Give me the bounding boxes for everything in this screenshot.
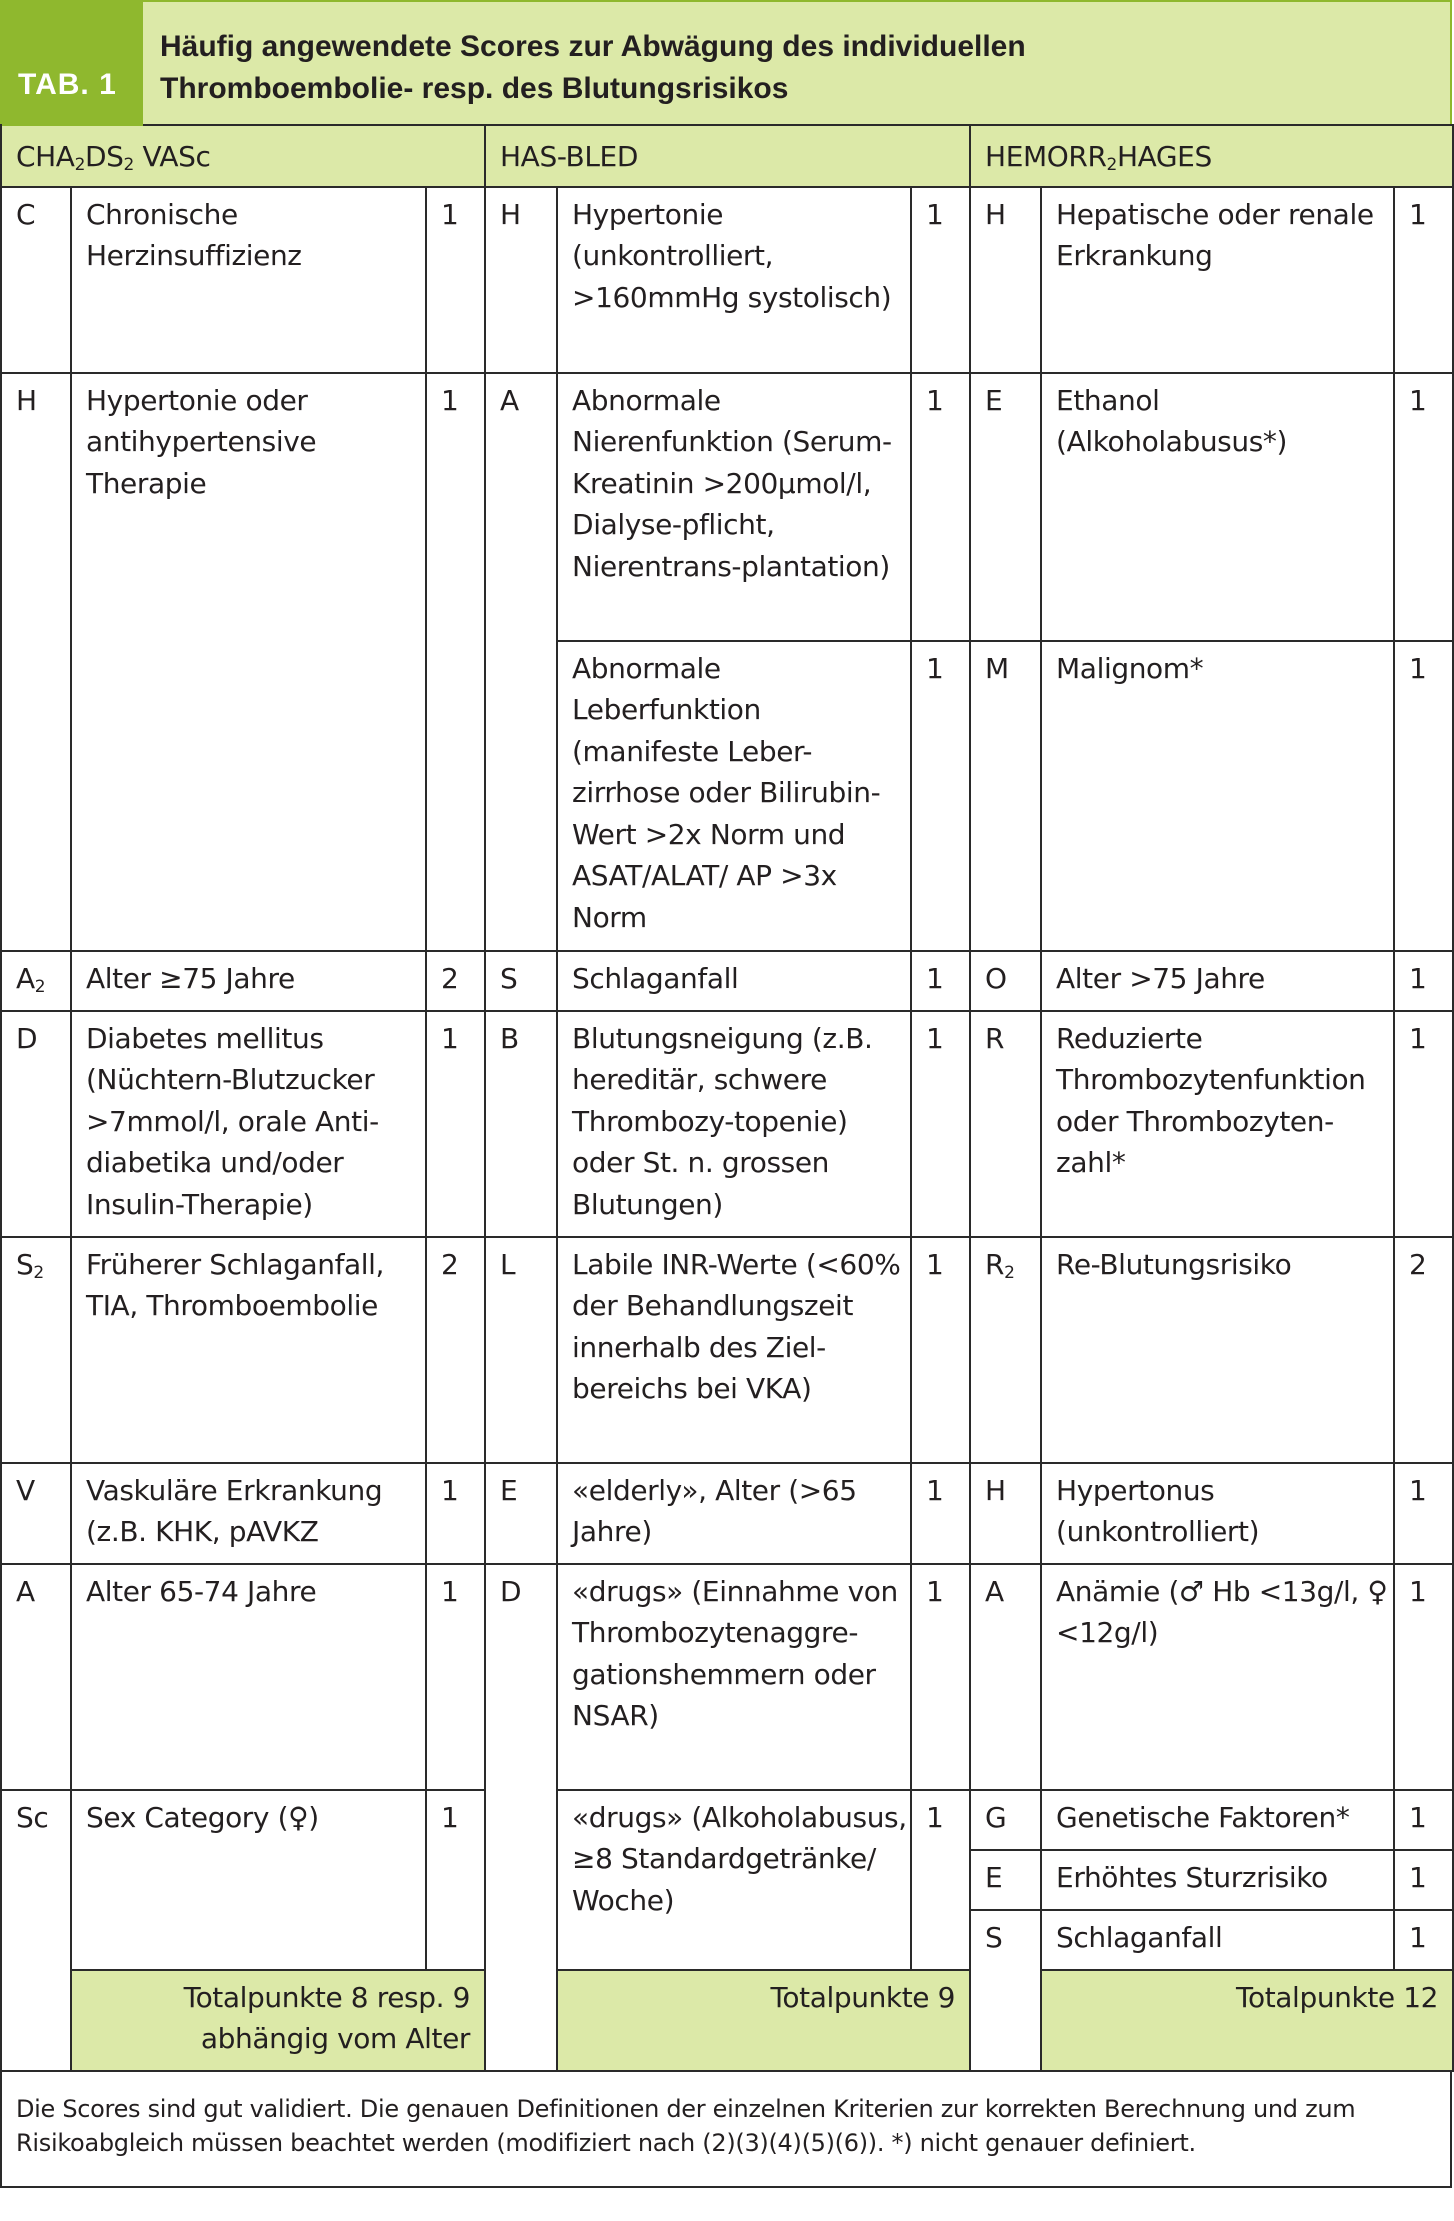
has-criterion: Labile INR-Werte (<60% der Behandlungszeit innerhalb des Ziel-bereichs bei VKA): [557, 1237, 911, 1463]
has-letter: B: [485, 1011, 557, 1237]
hem-criterion: Ethanol (Alkoholabusus*): [1041, 373, 1394, 641]
has-total: Totalpunkte 9: [557, 1970, 970, 2071]
has-letter: L: [485, 1237, 557, 1463]
has-letter: S: [485, 951, 557, 1011]
hem-letter: $R_2$: [970, 1237, 1041, 1463]
totals-row: [1, 1970, 1453, 2071]
cha-total: Totalpunkte 8 resp. 9 abhängig vom Alter: [71, 1970, 485, 2071]
hem-points: 1: [1394, 641, 1453, 951]
has-points: 1: [911, 641, 970, 951]
cha-criterion: Alter 65-74 Jahre: [71, 1564, 426, 1790]
table-row: [1, 1463, 1453, 1564]
has-criterion: Abnormale Leberfunktion (manifeste Leber-zirrhose oder Bilirubin-Wert >2x Norm und ASAT/ALAT/ AP >3x Norm: [557, 641, 911, 951]
cha-letter: $S_2$: [1, 1237, 71, 1463]
hem-points: 2: [1394, 1237, 1453, 1463]
table-row: [1, 1237, 1453, 1463]
has-points: 1: [911, 1790, 970, 1970]
hem-criterion: Genetische Faktoren*: [1041, 1790, 1394, 1850]
title-line-1: Häufig angewendete Scores zur Abwägung des individuellen: [160, 30, 1026, 63]
table-row: [1, 373, 1453, 641]
hem-criterion: Re-Blutungsrisiko: [1041, 1237, 1394, 1463]
hem-points: 1: [1394, 951, 1453, 1011]
has-letter: D: [485, 1564, 557, 2071]
footnote: [0, 2072, 1452, 2188]
has-criterion: «elderly», Alter (>65 Jahre): [557, 1463, 911, 1564]
hem-criterion: Anämie (♂ Hb <13g/l, ♀ <12g/l): [1041, 1564, 1394, 1790]
hem-points: 1: [1394, 1011, 1453, 1237]
has-letter: A: [485, 373, 557, 951]
hem-letter: H: [970, 1463, 1041, 1564]
hem-points: 1: [1394, 1564, 1453, 1790]
hem-letter: M: [970, 641, 1041, 951]
has-criterion: Schlaganfall: [557, 951, 911, 1011]
footnote-line-1: Die Scores sind gut validiert. Die genauen Definitionen der einzelnen Kriterien zur korrekten Berechnung und zum: [16, 2094, 1356, 2123]
cha-criterion: Sex Category (♀): [71, 1790, 426, 1970]
table-row: [1, 187, 1453, 373]
hem-criterion: Hypertonus (unkontrolliert): [1041, 1463, 1394, 1564]
hem-criterion: Erhöhtes Sturzrisiko: [1041, 1850, 1394, 1910]
hem-points: 1: [1394, 1850, 1453, 1910]
column-header-hemorr2hages: $HEMORR_2HAGES$: [970, 125, 1453, 187]
has-points: 1: [911, 1463, 970, 1564]
has-criterion: Hypertonie (unkontrolliert, >160mmHg systolisch): [557, 187, 911, 373]
has-points: 1: [911, 1237, 970, 1463]
cha-criterion: Hypertonie oder antihypertensive Therapie: [71, 373, 426, 951]
has-letter: H: [485, 187, 557, 373]
cha-criterion: Früherer Schlaganfall, TIA, Thromboembolie: [71, 1237, 426, 1463]
hem-total: Totalpunkte 12: [1041, 1970, 1453, 2071]
hem-points: 1: [1394, 187, 1453, 373]
cha-points: 1: [426, 1463, 485, 1564]
cha-criterion: Alter ≥75 Jahre: [71, 951, 426, 1011]
column-header-has-bled: HAS-BLED: [485, 125, 970, 187]
hem-letter: A: [970, 1564, 1041, 1790]
cha-criterion: Chronische Herzinsuffizienz: [71, 187, 426, 373]
has-points: 1: [911, 951, 970, 1011]
table-row: [1, 1564, 1453, 1790]
table-row: [1, 951, 1453, 1011]
cha-criterion: Vaskuläre Erkrankung (z.B. KHK, pAVKZ: [71, 1463, 426, 1564]
hem-letter: S: [970, 1910, 1041, 2071]
hem-criterion: Alter >75 Jahre: [1041, 951, 1394, 1011]
hem-points: 1: [1394, 373, 1453, 641]
hem-points: 1: [1394, 1910, 1453, 1970]
cha-letter: D: [1, 1011, 71, 1237]
hem-letter: H: [970, 187, 1041, 373]
hem-letter: R: [970, 1011, 1041, 1237]
table-title: [160, 26, 1420, 110]
hem-letter: O: [970, 951, 1041, 1011]
has-letter: E: [485, 1463, 557, 1564]
hem-letter: E: [970, 373, 1041, 641]
hem-letter: G: [970, 1790, 1041, 1850]
has-criterion: «drugs» (Einnahme von Thrombozytenaggre-gationshemmern oder NSAR): [557, 1564, 911, 1790]
cha-letter: H: [1, 373, 71, 951]
cha-letter: V: [1, 1463, 71, 1564]
hem-points: 1: [1394, 1790, 1453, 1850]
header-row: [1, 125, 1453, 187]
has-criterion: «drugs» (Alkoholabusus, ≥8 Standardgetränke/ Woche): [557, 1790, 911, 1970]
cha-points: 2: [426, 1237, 485, 1463]
cha-points: 1: [426, 1790, 485, 1970]
tab-label: TAB. 1: [2, 2, 143, 126]
has-criterion: Abnormale Nierenfunktion (Serum-Kreatinin >200µmol/l, Dialyse-pflicht, Nierentrans-plantation): [557, 373, 911, 641]
has-points: 1: [911, 187, 970, 373]
footnote-line-2: Risikoabgleich müssen beachtet werden (modifiziert nach (2)(3)(4)(5)(6)). *) nicht genauer definiert.: [16, 2128, 1196, 2157]
cha-letter: $A_2$: [1, 951, 71, 1011]
column-header-cha2ds2vasc: $CHA_2DS_2$ VASc: [1, 125, 485, 187]
cha-letter: C: [1, 187, 71, 373]
title-bar: [0, 0, 1452, 124]
has-points: 1: [911, 1011, 970, 1237]
title-line-2: Thromboembolie- resp. des Blutungsrisikos: [160, 72, 789, 105]
has-points: 1: [911, 1564, 970, 1790]
cha-letter: A: [1, 1564, 71, 1790]
cha-points: 1: [426, 373, 485, 951]
hem-criterion: Hepatische oder renale Erkrankung: [1041, 187, 1394, 373]
cha-criterion: Diabetes mellitus (Nüchtern-Blutzucker >7mmol/l, orale Anti-diabetika und/oder Insulin-Therapie): [71, 1011, 426, 1237]
has-points: 1: [911, 373, 970, 641]
hem-letter: E: [970, 1850, 1041, 1910]
hem-points: 1: [1394, 1463, 1453, 1564]
table-row: [1, 1790, 1453, 1850]
hem-criterion: Schlaganfall: [1041, 1910, 1394, 1970]
has-criterion: Blutungsneigung (z.B. hereditär, schwere Thrombozy-topenie) oder St. n. grossen Blutungen): [557, 1011, 911, 1237]
scores-table: [0, 124, 1454, 2072]
hem-criterion: Reduzierte Thrombozytenfunktion oder Thrombozyten-zahl*: [1041, 1011, 1394, 1237]
hem-criterion: Malignom*: [1041, 641, 1394, 951]
table-row: [1, 1011, 1453, 1237]
cha-letter: Sc: [1, 1790, 71, 2071]
cha-points: 1: [426, 1011, 485, 1237]
cha-points: 1: [426, 1564, 485, 1790]
cha-points: 1: [426, 187, 485, 373]
cha-points: 2: [426, 951, 485, 1011]
